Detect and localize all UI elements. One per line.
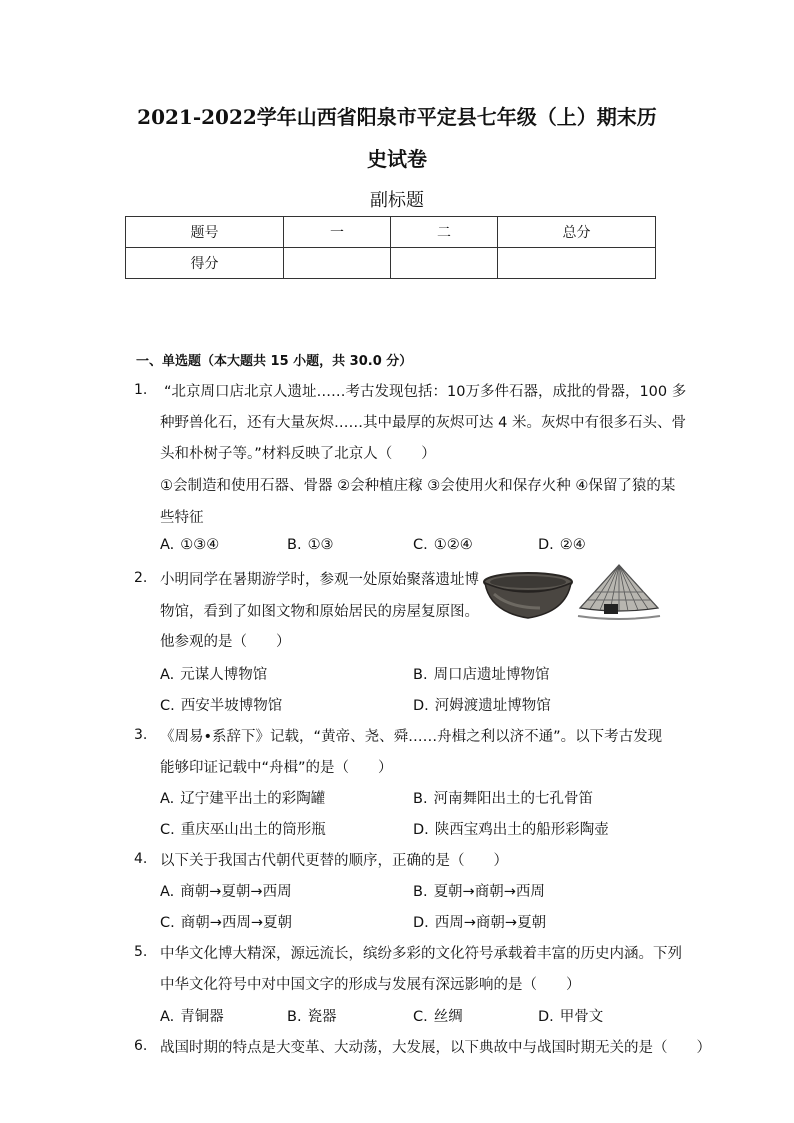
score-cell-part2 (391, 248, 498, 279)
question-text-line: “北京周口店北京人遗址……考古发现包括：10万多件石器，成批的骨器，100 多 (164, 384, 687, 400)
score-header-part2: 二 (391, 217, 498, 248)
score-cell-total (498, 248, 656, 279)
section-heading: 一、单选题（本大题共 15 小题，共 30.0 分） (136, 354, 413, 369)
question-number: 2. (134, 570, 148, 586)
question-text-line: 《周易•系辞下》记载，“黄帝、尧、舜……舟楫之利以济不通”。以下考古发现 (160, 729, 663, 745)
question-text-line: 中华文化符号中对中国文字的形成与发展有深远影响的是（ ） (160, 977, 581, 993)
question-number: 6. (134, 1038, 148, 1054)
option-c[interactable]: C. ①②④ (413, 537, 473, 553)
score-header-number: 题号 (126, 217, 284, 248)
option-c[interactable]: C. 重庆巫山出土的筒形瓶 (160, 822, 326, 838)
option-d[interactable]: D. 甲骨文 (538, 1009, 604, 1025)
option-c[interactable]: C. 商朝→西周→夏朝 (160, 915, 293, 931)
question-text-line: 头和朴树子等。”材料反映了北京人（ ） (160, 446, 436, 462)
option-c[interactable]: C. 丝绸 (413, 1009, 463, 1025)
score-header-total: 总分 (498, 217, 656, 248)
option-d[interactable]: D. 陕西宝鸡出土的船形彩陶壶 (413, 822, 609, 838)
question-text-line: 战国时期的特点是大变革、大动荡，大发展，以下典故中与战国时期无关的是（ ） (160, 1040, 711, 1056)
question-number: 1. (134, 382, 148, 398)
option-a[interactable]: A. 元谋人博物馆 (160, 667, 268, 683)
option-c[interactable]: C. 西安半坡博物馆 (160, 698, 283, 714)
option-b[interactable]: B. 周口店遗址博物馆 (413, 667, 550, 683)
question-text-line: 他参观的是（ ） (160, 634, 291, 650)
question-text-line: 中华文化博大精深，源远流长，缤纷多彩的文化符号承载着丰富的历史内涵。下列 (160, 946, 682, 962)
question-number: 3. (134, 727, 148, 743)
score-cell-part1 (284, 248, 391, 279)
option-b[interactable]: B. 河南舞阳出土的七孔骨笛 (413, 791, 594, 807)
option-d[interactable]: D. ②④ (538, 537, 586, 553)
option-a[interactable]: A. 商朝→夏朝→西周 (160, 884, 292, 900)
exam-title-line1: 2021-2022学年山西省阳泉市平定县七年级（上）期末历 (137, 105, 657, 129)
question-number: 4. (134, 851, 148, 867)
option-a[interactable]: A. 辽宁建平出土的彩陶罐 (160, 791, 326, 807)
score-table-score-row (126, 248, 656, 279)
option-a[interactable]: A. ①③④ (160, 537, 220, 553)
score-table (125, 216, 656, 279)
question-text-line: 小明同学在暑期游学时，参观一处原始聚落遗址博 (160, 572, 479, 588)
option-a[interactable]: A. 青铜器 (160, 1009, 224, 1025)
exam-title-line2: 史试卷 (367, 147, 427, 171)
question-number: 5. (134, 944, 148, 960)
score-row-label: 得分 (126, 248, 284, 279)
option-d[interactable]: D. 西周→商朝→夏朝 (413, 915, 547, 931)
option-d[interactable]: D. 河姆渡遗址博物馆 (413, 698, 551, 714)
question-text-line: 些特征 (160, 510, 204, 526)
question-text-line: 以下关于我国古代朝代更替的顺序，正确的是（ ） (160, 853, 508, 869)
thatched-hut-image (574, 562, 664, 624)
score-table-header-row (126, 217, 656, 248)
pottery-bowl-image (480, 570, 576, 626)
score-header-part1: 一 (284, 217, 391, 248)
option-b[interactable]: B. ①③ (287, 537, 334, 553)
exam-subtitle: 副标题 (370, 190, 424, 211)
question-text-line: 物馆，看到了如图文物和原始居民的房屋复原图。 (160, 604, 479, 620)
option-b[interactable]: B. 夏朝→商朝→西周 (413, 884, 545, 900)
question-text-line: ①会制造和使用石器、骨器 ②会种植庄稼 ③会使用火和保存火种 ④保留了猿的某 (160, 478, 676, 494)
question-text-line: 种野兽化石，还有大量灰烬……其中最厚的灰烬可达 4 米。灰烬中有很多石头、骨 (160, 415, 686, 431)
option-b[interactable]: B. 瓷器 (287, 1009, 337, 1025)
question-text-line: 能够印证记载中“舟楫”的是（ ） (160, 760, 393, 776)
